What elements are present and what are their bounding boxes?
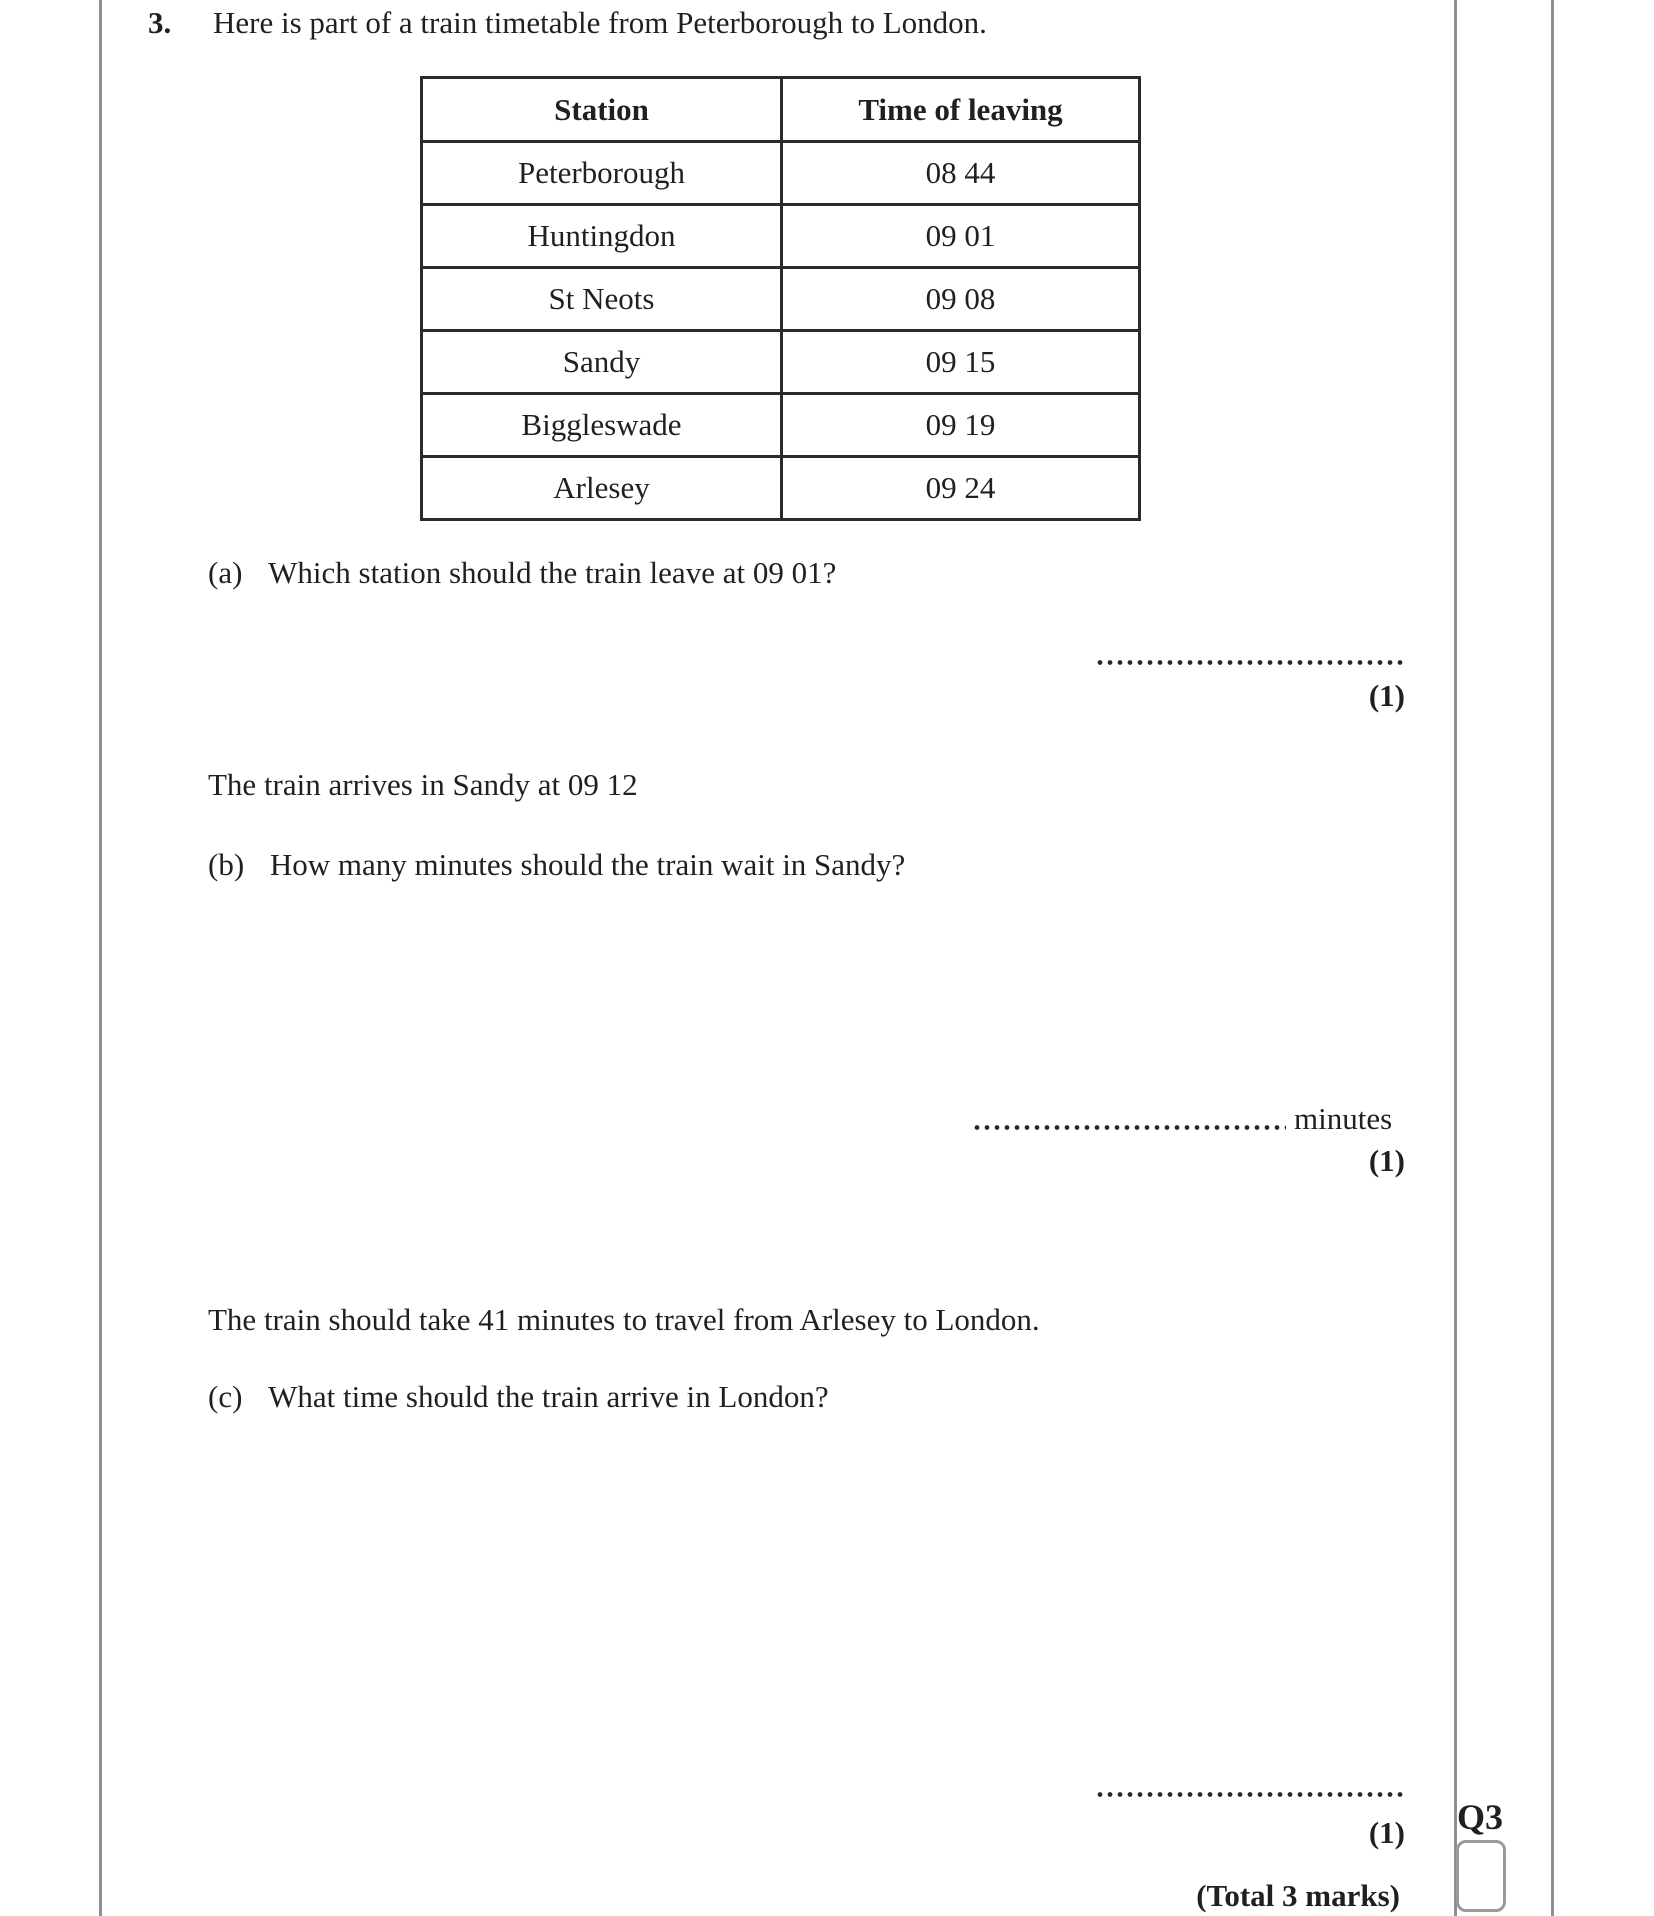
answer-line-c[interactable] (1095, 1792, 1403, 1797)
station-cell: Biggleswade (422, 394, 782, 457)
right-margin-line-outer (1551, 0, 1554, 1916)
station-cell: Huntingdon (422, 205, 782, 268)
station-cell: Sandy (422, 331, 782, 394)
table-row (422, 142, 1140, 205)
marks-c: (1) (1368, 1815, 1405, 1850)
table-header-row (422, 78, 1140, 142)
question-number: 3. (148, 5, 172, 40)
table-row (422, 268, 1140, 331)
question-intro: Here is part of a train timetable from Peterborough to London. (213, 5, 987, 40)
time-cell: 09 01 (782, 205, 1140, 268)
table-row (422, 331, 1140, 394)
train-timetable (420, 76, 1141, 521)
time-cell: 09 19 (782, 394, 1140, 457)
answer-unit-label: minutes (1294, 1101, 1393, 1136)
time-cell: 08 44 (782, 142, 1140, 205)
question-margin-tag: Q3 (1457, 1797, 1504, 1837)
marks-a: (1) (1368, 678, 1405, 713)
part-a-question (208, 552, 836, 594)
answer-line-b[interactable] (972, 1125, 1286, 1130)
right-margin-line-inner (1454, 0, 1457, 1916)
part-b-label: (b) (208, 847, 245, 882)
marks-b: (1) (1368, 1143, 1405, 1178)
part-b-text: How many minutes should the train wait in Sandy? (269, 847, 906, 882)
table-row (422, 205, 1140, 268)
part-a-text: Which station should the train leave at 09 01? (268, 555, 837, 590)
part-c-intro: The train should take 41 minutes to travel from Arlesey to London. (208, 1302, 1040, 1337)
answer-line-a[interactable] (1095, 660, 1403, 665)
part-c-label: (c) (208, 1379, 243, 1414)
part-c-question (208, 1376, 829, 1418)
left-margin-line (99, 0, 102, 1916)
table-row (422, 457, 1140, 520)
total-marks: (Total 3 marks) (1196, 1878, 1400, 1913)
station-cell: Arlesey (422, 457, 782, 520)
station-header: Station (422, 78, 782, 142)
part-a-label: (a) (208, 555, 243, 590)
time-cell: 09 08 (782, 268, 1140, 331)
table-row (422, 394, 1140, 457)
time-cell: 09 15 (782, 331, 1140, 394)
part-b-question (208, 844, 905, 886)
station-cell: St Neots (422, 268, 782, 331)
part-b-intro: The train arrives in Sandy at 09 12 (208, 767, 638, 802)
time-cell: 09 24 (782, 457, 1140, 520)
time-header: Time of leaving (782, 78, 1140, 142)
station-cell: Peterborough (422, 142, 782, 205)
examiner-mark-box (1456, 1840, 1506, 1912)
part-c-text: What time should the train arrive in London? (268, 1379, 829, 1414)
